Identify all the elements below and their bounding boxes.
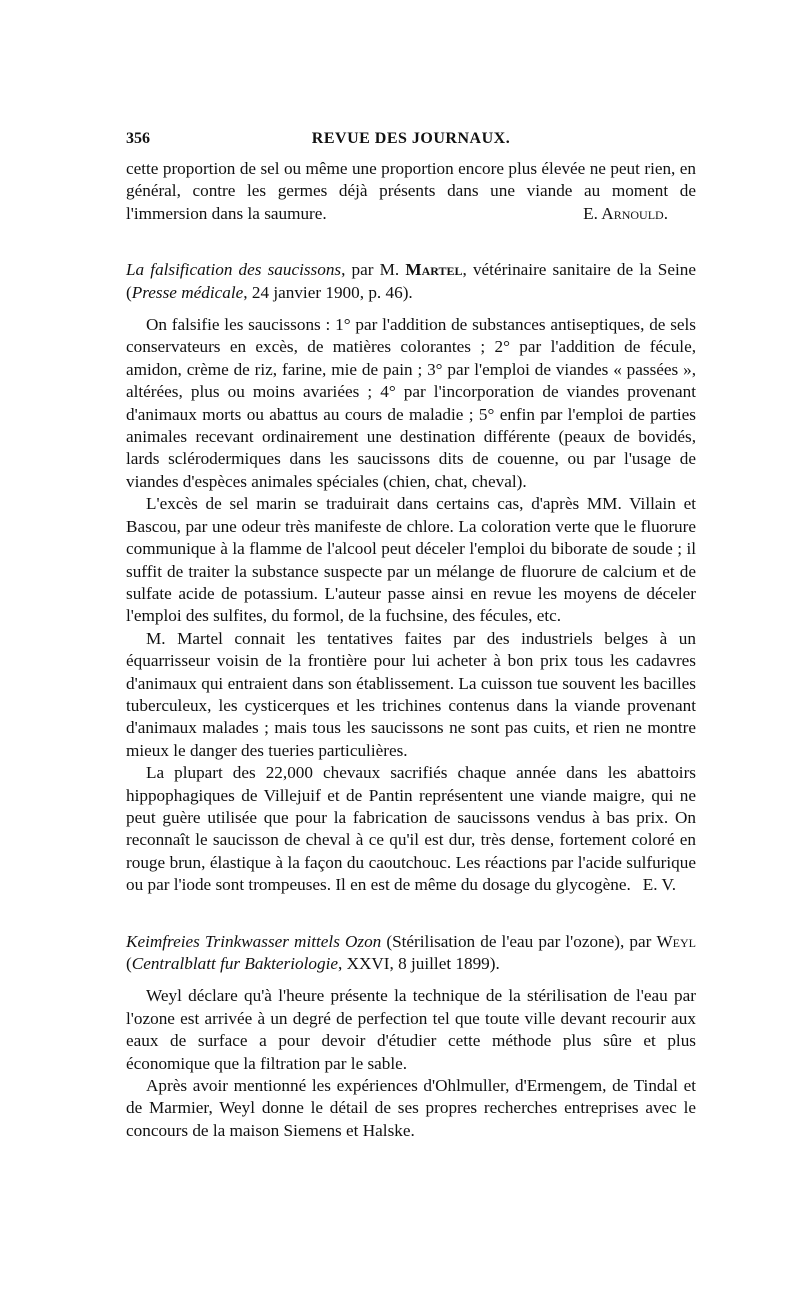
article2-paragraph-2: L'excès de sel marin se traduirait dans certains cas, d'après MM. Villain et Bascou, par une odeur très manifeste de chlore. La coloration verte que le fluorure communique à la flamme de l'alcool peut déceler l'emploi du biborate de soude ; il suffit de traiter la substance suspecte par un mélange de fluorure de calcium et de sulfate acide de potassium. L'auteur passe ainsi en revue les moyens de déceler l'emploi des sulfites, du formol, de la fuchsine, des fécules, etc. (126, 494, 696, 626)
page (126, 128, 696, 1142)
article2-paragraph-1: On falsifie les saucissons : 1° par l'addition de substances antiseptiques, de sels conservateurs en excès, de matières colorantes ; 2° par l'addition de fécule, amidon, crème de riz, farine, mie de pain ; 3° par l'emploi de viandes « passées », altérées, plus ou moins avariées ; 4° par l'incorporation de viandes provenant d'animaux morts ou abattus au cours de maladie ; 5° enfin par l'emploi de parties animales recevant ordinairement une destination différente (peaux de bovidés, lards sclérodermiques dans les saucissons dits de couenne, ou par l'usage de viandes d'espèces animales spéciales (chien, chat, cheval). (126, 315, 696, 491)
signature-arnould: E. Arnould. (583, 203, 668, 223)
article2-heading: La falsification des saucissons, par M. Martel, vétérinaire sanitaire de la Seine (Presse médicale, 24 janvier 1900, p. 46). (126, 260, 696, 302)
article2-journal: Presse médicale (131, 282, 244, 302)
page-header (126, 128, 696, 158)
article2-paragraph-3: M. Martel connait les tentatives faites par des industriels belges à un équarrisseur voisin de la frontière pour lui acheter à bon prix tous les cadavres d'animaux qui entraient dans son établissement. La cuisson tue souvent les bacilles tuberculeux, les cysticerques et les trichines contenus dans la viande provenant d'animaux malades ; mais tous les saucissons ne sont pas cuits, et rien ne montre mieux le danger des tueries particulières. (126, 628, 696, 760)
article3-paragraph-2: Après avoir mentionné les expériences d'Ohlmuller, d'Ermengem, de Tindal et de Marmier, Weyl donne le détail de ses propres recherches entreprises avec le concours de la maison Siemens et Halske. (126, 1076, 696, 1140)
article2-paragraph-4: La plupart des 22,000 chevaux sacrifiés chaque année dans les abattoirs hippophagiques de Villejuif et de Pantin représentent une viande maigre, qui ne peut guère utilisée que pour la fabrication de saucissons vendus à bas prix. On reconnaît le saucisson de cheval à ce qu'il est dur, très dense, fortement coloré en rouge brun, élastique à la façon du caoutchouc. Les réactions par l'acide sulfurique ou par l'iode sont trompeuses. Il en est de même du dosage du glycogène. (126, 763, 696, 895)
article3-paragraph-1: Weyl déclare qu'à l'heure présente la technique de la stérilisation de l'eau par l'ozone est arrivée à un degré de perfection tel que toute ville devant recourir aux eaux de surface a pour devoir d'étudier cette méthode plus sûre et plus économique que la filtration par le sable. (126, 986, 696, 1073)
signature-ev: E. V. (642, 875, 676, 895)
article3-journal: Centralblatt fur Bakteriologie (131, 954, 338, 974)
article3-title: Keimfreies Trinkwasser mittels Ozon (126, 931, 382, 951)
article3-author: Weyl (656, 931, 696, 951)
article2-title: La falsification des saucissons (126, 260, 342, 280)
page-number: 356 (126, 130, 150, 147)
article1-text: cette proportion de sel ou même une proportion encore plus élevée ne peut rien, en général, contre les germes déjà présents dans une viande au moment de l'immersion dans la saumure. (126, 159, 696, 223)
article2-author: Martel (405, 260, 463, 280)
running-title: REVUE DES JOURNAUX. (311, 130, 511, 147)
article3-heading: Keimfreies Trinkwasser mittels Ozon (Stérilisation de l'eau par l'ozone), par Weyl (Centralblatt fur Bakteriologie, XXVI, 8 juillet 1899). (126, 931, 696, 974)
